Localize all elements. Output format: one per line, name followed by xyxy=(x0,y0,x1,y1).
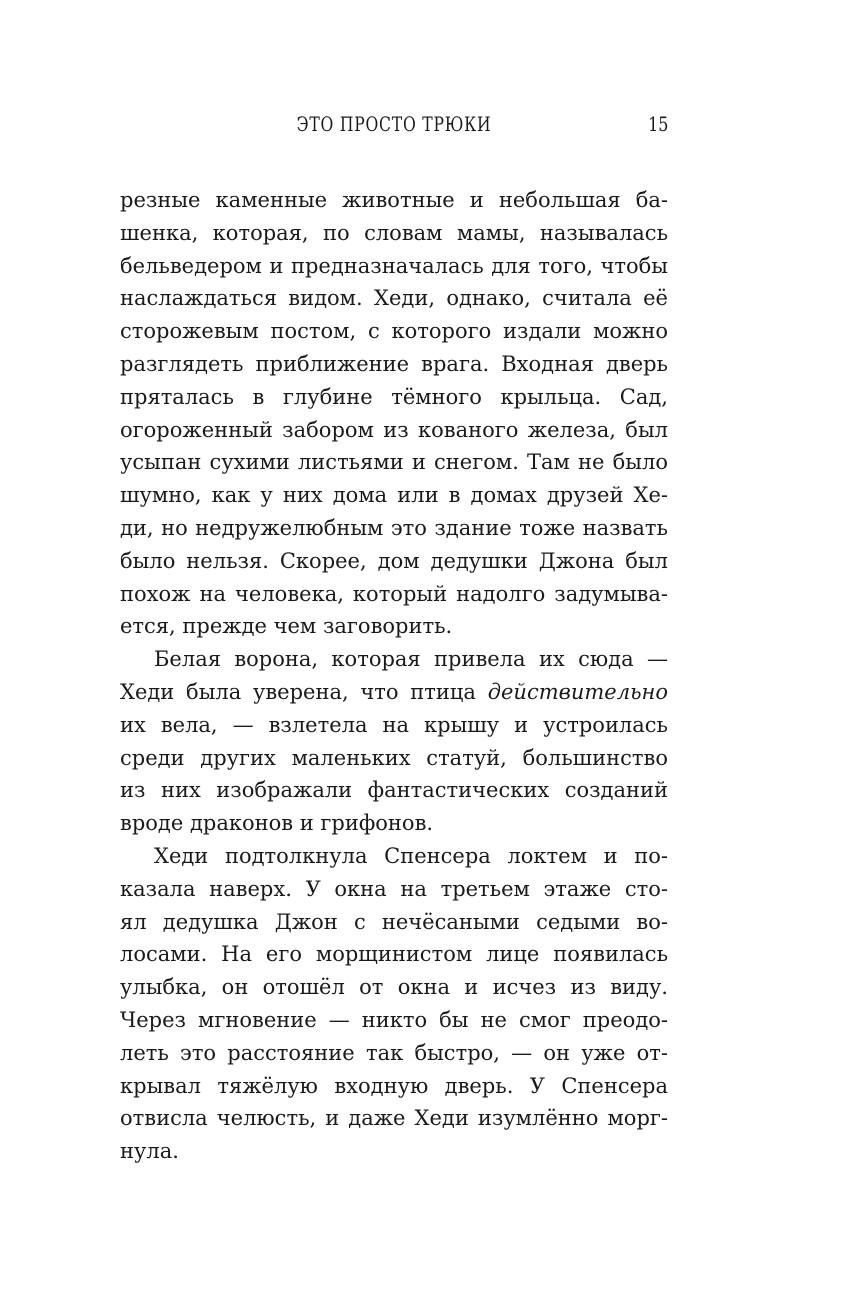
text-line: Белая ворона, которая привела их сюда — xyxy=(154,647,668,672)
text-line: наслаждаться видом. Хеди, однако, считала её xyxy=(120,286,668,311)
text-line: ди, но недружелюбным это здание тоже назвать xyxy=(120,515,668,540)
text-segment: Хеди была уверена, что птица xyxy=(120,679,488,704)
text-line: сторожевым постом, с которого издали можно xyxy=(120,319,668,344)
text-line: Хеди подтолкнула Спенсера локтем и по- xyxy=(154,843,668,868)
body-text xyxy=(120,184,668,1168)
paragraph-2 xyxy=(120,643,668,840)
text-line: улыбка, он отошёл от окна и исчез из виду. xyxy=(120,975,668,1000)
paragraph-1 xyxy=(120,184,668,643)
text-line xyxy=(120,676,668,709)
text-line: казала наверх. У окна на третьем этаже сто- xyxy=(120,876,668,901)
text-line: разглядеть приближение врага. Входная дверь xyxy=(120,351,668,376)
text-line: огороженный забором из кованого железа, был xyxy=(120,417,668,442)
text-line: ется, прежде чем заговорить. xyxy=(120,614,453,639)
text-line: шумно, как у них дома или в домах друзей Хе- xyxy=(120,483,668,508)
text-line: лосами. На его морщинистом лице появилась xyxy=(120,942,668,967)
text-line: бельведером и предназначалась для того, чтобы xyxy=(120,253,668,278)
text-line: крывал тяжёлую входную дверь. У Спенсера xyxy=(120,1073,668,1098)
paragraph-3 xyxy=(120,840,668,1168)
text-line: вроде драконов и грифонов. xyxy=(120,811,434,836)
running-title: ЭТО ПРОСТО ТРЮКИ xyxy=(296,112,492,136)
text-line: отвисла челюсть, и даже Хеди изумлённо морг- xyxy=(120,1106,668,1131)
page-number: 15 xyxy=(647,112,668,136)
text-line: из них изображали фантастических созданий xyxy=(120,778,668,803)
text-line: среди других маленьких статуй, большинство xyxy=(120,745,668,770)
text-line: леть это расстояние так быстро, — он уже от- xyxy=(120,1040,668,1065)
text-line: ял дедушка Джон с нечёсаными седыми во- xyxy=(120,909,668,934)
text-line: резные каменные животные и небольшая ба- xyxy=(120,188,668,212)
text-line: было нельзя. Скорее, дом дедушки Джона был xyxy=(120,548,668,573)
text-line: пряталась в глубине тёмного крыльца. Сад, xyxy=(120,384,668,409)
text-line: похож на человека, который надолго задумыва- xyxy=(120,581,668,606)
text-line: их вела, — взлетела на крышу и устроилась xyxy=(120,712,668,737)
text-line: нула. xyxy=(120,1139,179,1164)
running-header xyxy=(120,112,668,148)
emphasis-text: действительно xyxy=(487,679,668,704)
text-line: Через мгновение — никто бы не смог преодо- xyxy=(120,1007,668,1032)
text-line: усыпан сухими листьями и снегом. Там не было xyxy=(120,450,668,475)
text-line: шенка, которая, по словам мамы, называлась xyxy=(120,220,668,245)
